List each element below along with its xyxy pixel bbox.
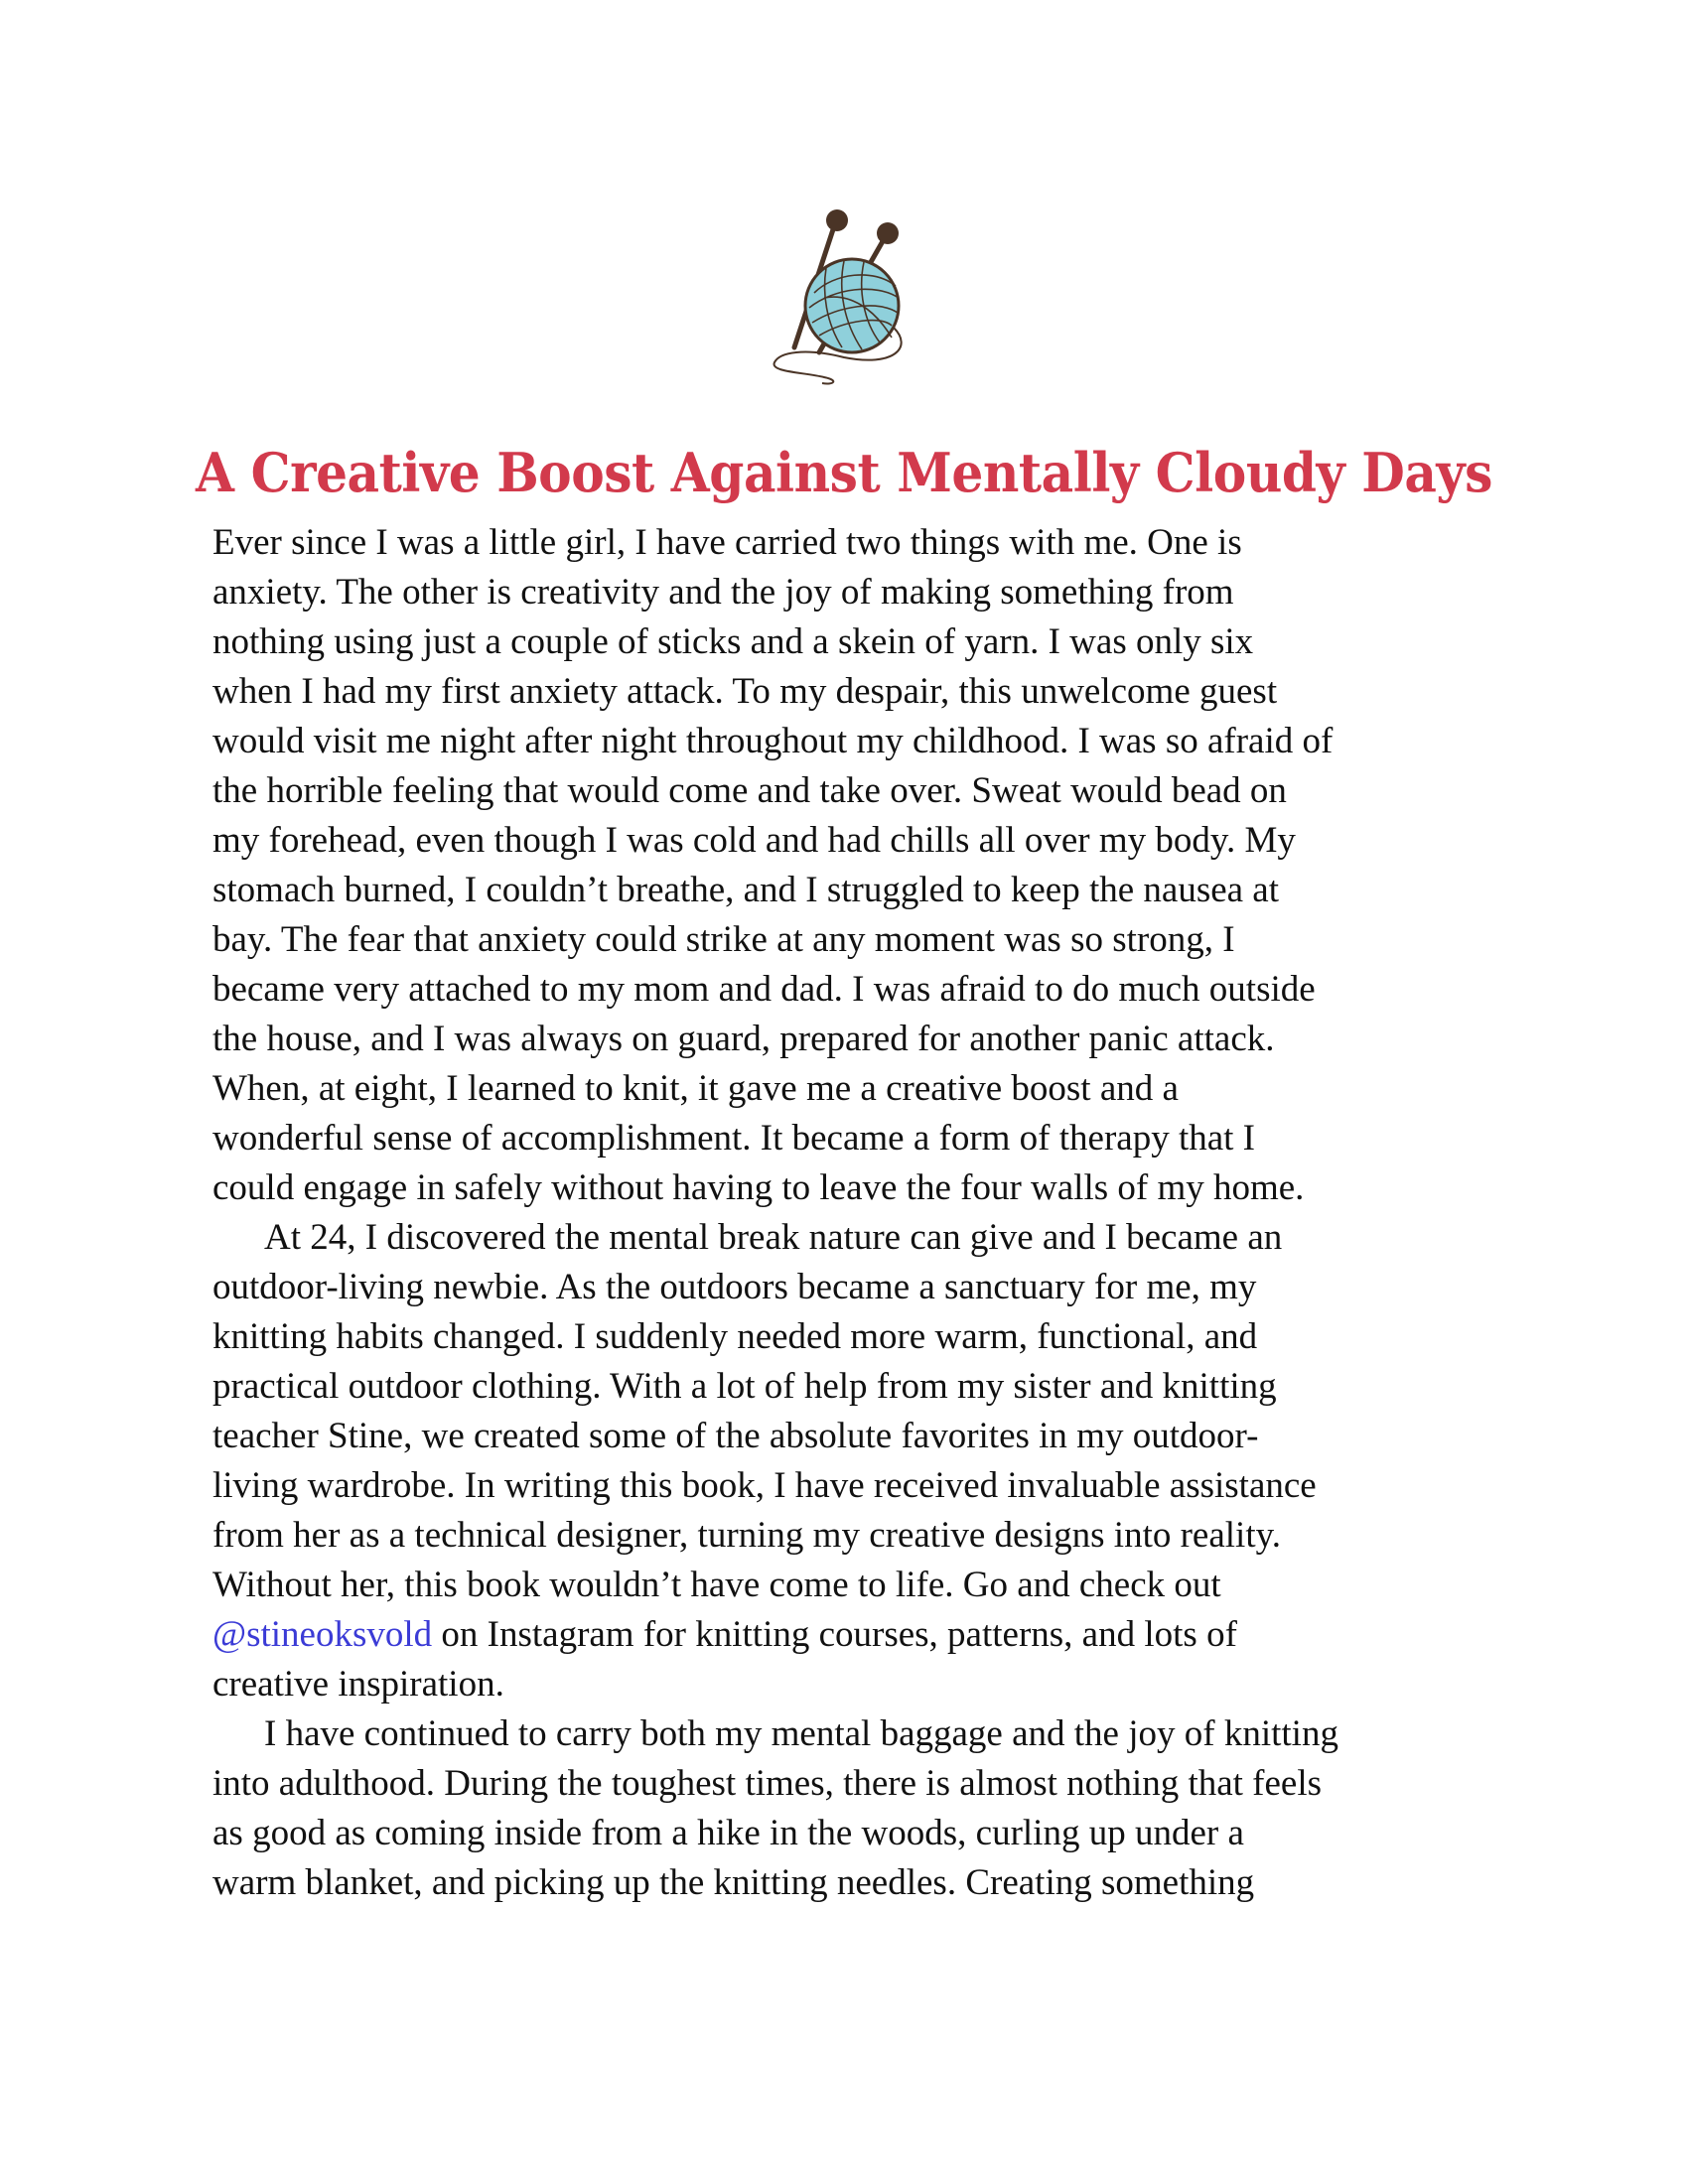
needle-knob-right (877, 222, 899, 244)
text-line: Ever since I was a little girl, I have carried two things with me. One is (212, 522, 1242, 563)
text-line: outdoor-living newbie. As the outdoors became a sanctuary for me, my (212, 1267, 1257, 1307)
text-line: my forehead, even though I was cold and had chills all over my body. My (212, 820, 1296, 861)
text-line: Without her, this book wouldn’t have come to life. Go and check out (212, 1565, 1221, 1605)
instagram-mention-link[interactable]: @stineoksvold (212, 1614, 433, 1655)
text-line: knitting habits changed. I suddenly needed more warm, functional, and (212, 1316, 1258, 1357)
text-line: living wardrobe. In writing this book, I have received invaluable assistance (212, 1465, 1317, 1506)
text-line-rest: on Instagram for knitting courses, patterns, and lots of (432, 1614, 1237, 1655)
yarn-ball-with-knitting-needles-icon (765, 199, 933, 387)
text-line: practical outdoor clothing. With a lot of help from my sister and knitting (212, 1366, 1277, 1407)
text-line: bay. The fear that anxiety could strike at any moment was so strong, I (212, 919, 1235, 960)
text-line: when I had my first anxiety attack. To my despair, this unwelcome guest (212, 671, 1278, 712)
page-title: A Creative Boost Against Mentally Cloudy Days (196, 441, 1492, 505)
yarn-ball (805, 259, 899, 352)
text-line: became very attached to my mom and dad. I was afraid to do much outside (212, 969, 1316, 1010)
paragraph-3 (212, 1709, 1503, 1908)
text-line: anxiety. The other is creativity and the joy of making something from (212, 572, 1234, 613)
text-line: would visit me night after night throughout my childhood. I was so afraid of (212, 721, 1334, 761)
paragraph-1 (212, 518, 1503, 1213)
text-line: teacher Stine, we created some of the absolute favorites in my outdoor- (212, 1416, 1259, 1456)
text-line: wonderful sense of accomplishment. It became a form of therapy that I (212, 1118, 1256, 1159)
text-line: the horrible feeling that would come and take over. Sweat would bead on (212, 770, 1287, 811)
text-line: from her as a technical designer, turning my creative designs into reality. (212, 1515, 1281, 1556)
text-line: warm blanket, and picking up the knitting needles. Creating something (212, 1862, 1255, 1903)
text-line-with-mention (212, 1610, 1503, 1660)
text-line: the house, and I was always on guard, prepared for another panic attack. (212, 1019, 1275, 1059)
text-line: At 24, I discovered the mental break nature can give and I became an (264, 1217, 1283, 1258)
text-line: could engage in safely without having to leave the four walls of my home. (212, 1167, 1305, 1208)
needle-knob-left (826, 209, 848, 231)
text-line: nothing using just a couple of sticks and a skein of yarn. I was only six (212, 621, 1254, 662)
text-line: creative inspiration. (212, 1664, 504, 1705)
text-line: When, at eight, I learned to knit, it gave me a creative boost and a (212, 1068, 1179, 1109)
text-line: I have continued to carry both my mental baggage and the joy of knitting (264, 1713, 1338, 1754)
body-text (212, 518, 1503, 1908)
text-line: as good as coming inside from a hike in the woods, curling up under a (212, 1813, 1244, 1853)
text-line: into adulthood. During the toughest times, there is almost nothing that feels (212, 1763, 1323, 1804)
paragraph-2 (212, 1213, 1503, 1709)
text-line: stomach burned, I couldn’t breathe, and I struggled to keep the nausea at (212, 870, 1280, 910)
